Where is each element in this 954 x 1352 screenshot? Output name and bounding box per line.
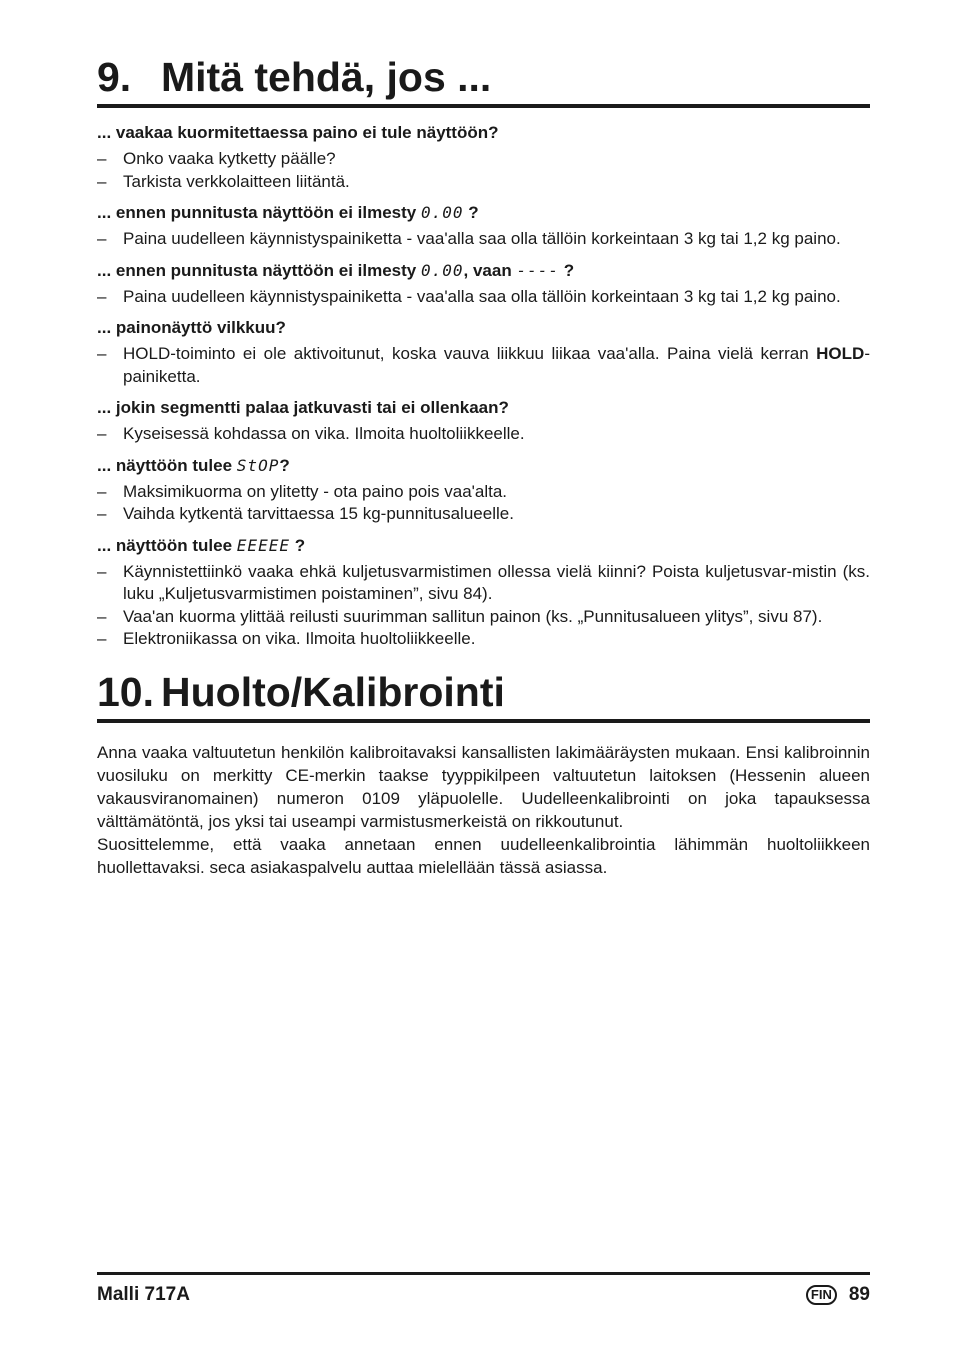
page-footer	[97, 1272, 870, 1315]
page-number: 89	[848, 1284, 870, 1305]
language-badge: FIN	[806, 1285, 837, 1305]
faq-block	[97, 535, 870, 651]
faq-block	[97, 202, 870, 251]
calibration-paragraph: Anna vaaka valtuutetun henkilön kalibroitavaksi kansallisten lakimääräysten mukaan. Ensi kalibroinnin vuosiluku on merkitty CE-merkin taakse tyyppikilpeen valtuutetun laitoksen (Hessenin alueen vakausviranomainen) numeron 0109 yläpuolelle. Uudelleenkalibrointi on joka tapauksessa välttämätöntä, jos yksi tai useampi varmistusmerkeistä on rikkoutunut.	[97, 742, 870, 831]
list-item: – Paina uudelleen käynnistyspainiketta - vaa'alla saa olla tällöin korkeintaan 3 kg tai 1,2 kg paino.	[97, 286, 841, 306]
section-10-title: Huolto/Kalibrointi	[161, 668, 505, 715]
troubleshooting-list	[97, 122, 870, 651]
faq-question: ... ennen punnitusta näyttöön ei ilmesty 0.00 ?	[97, 203, 479, 222]
page-content	[97, 52, 870, 879]
list-item: – Tarkista verkkolaitteen liitäntä.	[97, 171, 350, 191]
section-10-heading	[97, 667, 870, 723]
list-item: – Vaa'an kuorma ylittää reilusti suurimman sallitun painon (ks. „Punnitusalueen ylitys”, sivu 87).	[97, 606, 823, 626]
faq-question: ... painonäyttö vilkkuu?	[97, 318, 286, 337]
list-item: – Vaihda kytkentä tarvittaessa 15 kg-punnitusalueelle.	[97, 504, 514, 523]
model-name: Malli 717A	[97, 1284, 190, 1305]
section-9-heading	[97, 52, 870, 108]
list-item: – Paina uudelleen käynnistyspainiketta - vaa'alla saa olla tällöin korkeintaan 3 kg tai 1,2 kg paino.	[97, 229, 841, 248]
section-9-number: 9.	[97, 54, 132, 100]
faq-question: ... näyttöön tulee EEEEE ?	[97, 535, 306, 555]
section-10-number: 10.	[97, 668, 154, 715]
display-segment-text: EEEEE	[236, 535, 290, 555]
faq-block	[97, 260, 870, 309]
list-item: – HOLD-toiminto ei ole aktivoitunut, koska vauva liikkuu liikaa vaa'alla. Paina vielä kerran HOLD-painiketta.	[97, 344, 870, 386]
display-segment-text: StOP	[236, 455, 280, 475]
faq-block	[97, 317, 870, 388]
list-item: – Käynnistettiinkö vaaka ehkä kuljetusvarmistimen ollessa vielä kiinni? Poista kuljetusvar-mistin (ks. luku „Kuljetusvarmistimen poistaminen”, sivu 84).	[97, 561, 870, 603]
list-item: – Elektroniikassa on vika. Ilmoita huoltoliikkeelle.	[97, 629, 476, 648]
faq-question: ... ennen punnitusta näyttöön ei ilmesty 0.00, vaan ---- ?	[97, 260, 575, 280]
faq-block	[97, 397, 870, 446]
list-item: – Kyseisessä kohdassa on vika. Ilmoita huoltoliikkeelle.	[97, 424, 525, 443]
faq-question: ... näyttöön tulee StOP?	[97, 455, 290, 475]
footer-right	[806, 1284, 870, 1306]
faq-question: ... vaakaa kuormitettaessa paino ei tule näyttöön?	[97, 123, 499, 142]
faq-block	[97, 122, 870, 193]
hold-button-name: HOLD	[816, 344, 865, 363]
faq-question: ... jokin segmentti palaa jatkuvasti tai ei ollenkaan?	[97, 398, 509, 417]
list-item: – Maksimikuorma on ylitetty - ota paino pois vaa'alta.	[97, 481, 508, 501]
display-segment-text: ----	[516, 260, 559, 280]
list-item: – Onko vaaka kytketty päälle?	[97, 149, 336, 168]
display-segment-text: 0.00	[420, 203, 464, 222]
faq-block	[97, 455, 870, 526]
display-segment-text: 0.00	[420, 260, 464, 280]
section-9-title: Mitä tehdä, jos ...	[161, 54, 492, 100]
service-paragraph: Suosittelemme, että vaaka annetaan ennen uudelleenkalibrointia lähimmän huoltoliikkeen huollettavaksi. seca asiakaspalvelu auttaa mielellään tässä asiassa.	[97, 834, 870, 877]
